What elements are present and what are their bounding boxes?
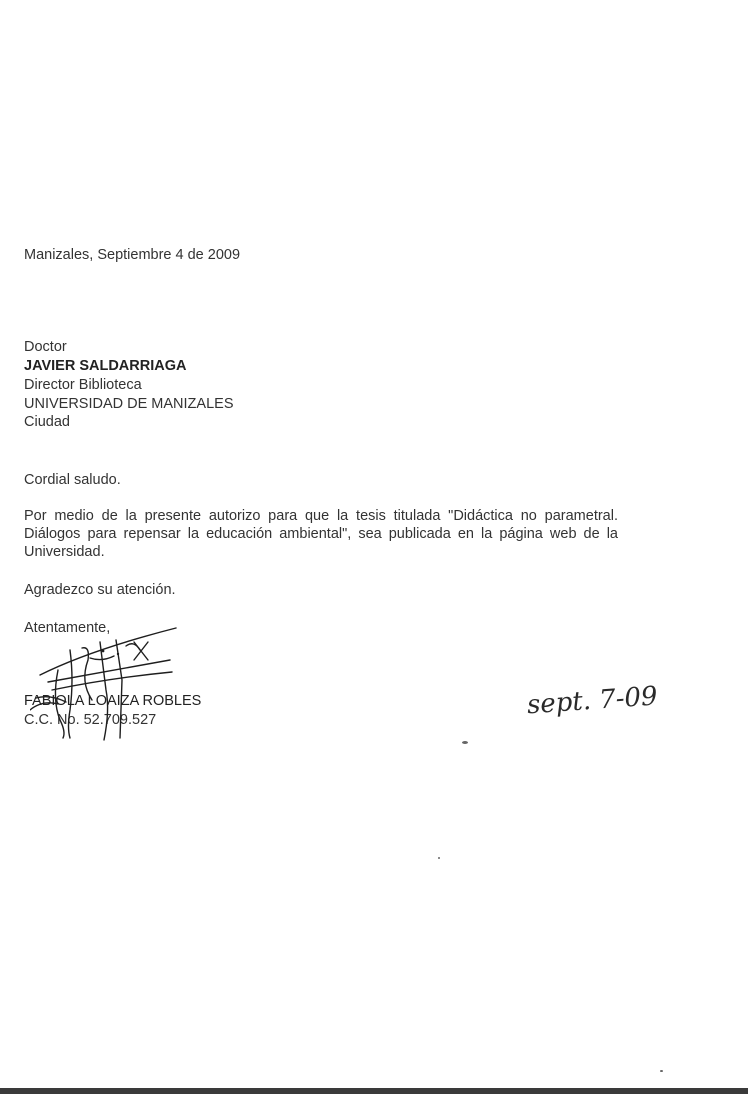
- closing-line: Atentamente,: [24, 620, 111, 636]
- greeting: Cordial saludo.: [24, 472, 121, 488]
- recipient-title: Doctor: [24, 339, 67, 355]
- handwritten-date-text: sept. 7-09: [526, 681, 659, 721]
- scan-edge-bar: [0, 1088, 748, 1094]
- recipient-position: Director Biblioteca: [24, 377, 142, 393]
- scan-speck: [462, 741, 468, 744]
- scan-speck: [660, 1070, 663, 1072]
- scan-speck: [438, 857, 440, 859]
- signer-id: C.C. No. 52.709.527: [24, 712, 157, 728]
- body-paragraph-text: Por medio de la presente autorizo para que la tesis titulada "Didáctica no parametral. Diálogos para repensar la educación ambiental", sea publicada en la página web de la Universidad.: [24, 508, 618, 560]
- body-paragraph: [24, 507, 618, 561]
- handwritten-date: [525, 672, 695, 728]
- thanks-line: Agradezco su atención.: [24, 582, 176, 598]
- recipient-name: JAVIER SALDARRIAGA: [24, 358, 187, 374]
- date-line: Manizales, Septiembre 4 de 2009: [24, 247, 241, 263]
- recipient-institution: UNIVERSIDAD DE MANIZALES: [24, 396, 234, 412]
- recipient-city: Ciudad: [24, 414, 70, 430]
- signer-name: FABIOLA LOAIZA ROBLES: [24, 693, 202, 709]
- handwritten-signature: [30, 620, 190, 745]
